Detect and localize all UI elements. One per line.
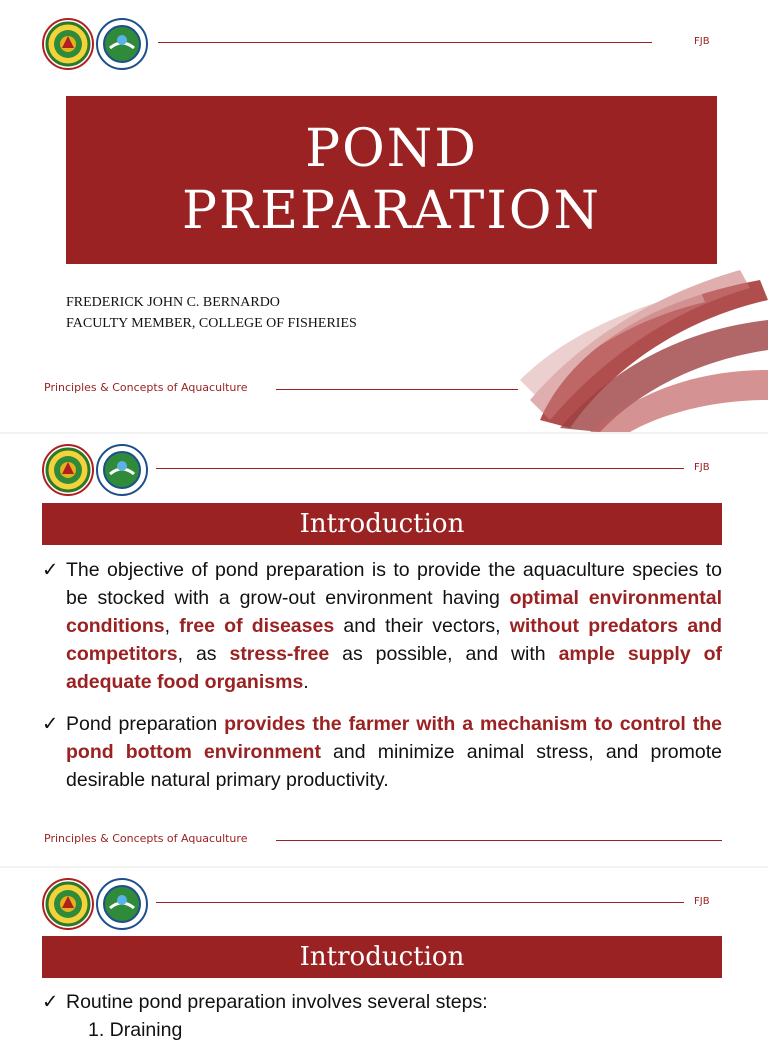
slide-title: [0, 0, 768, 432]
section-heading: Introduction: [42, 936, 722, 978]
title-line-2: PREPARATION: [181, 181, 602, 241]
author-role: FACULTY MEMBER, COLLEGE OF FISHERIES: [66, 316, 357, 331]
header-initials: FJB: [694, 462, 710, 473]
footer-course: Principles & Concepts of Aquaculture: [44, 381, 248, 394]
header-rule: [156, 902, 684, 903]
checkmark-icon: ✓: [42, 991, 59, 1013]
section-heading: Introduction: [42, 503, 722, 545]
footer-rule: [276, 840, 722, 841]
header-rule: [158, 42, 652, 43]
university-seal-icon: [42, 444, 94, 496]
college-of-fisheries-seal-icon: [96, 878, 148, 930]
footer-course: Principles & Concepts of Aquaculture: [44, 832, 248, 845]
bullet-routine-steps: ✓ Routine pond preparation involves several steps:: [42, 988, 722, 1016]
highlight-control-bottom: provides the farmer with a mechanism to control the pond bottom environment: [66, 713, 722, 763]
slide-body: [42, 556, 722, 808]
brush-stroke-decoration: [500, 260, 768, 432]
title-banner: [66, 96, 717, 264]
slide-introduction-1: [0, 434, 768, 866]
college-of-fisheries-seal-icon: [96, 444, 148, 496]
checkmark-icon: ✓: [42, 713, 59, 735]
bullet-objective: ✓ The objective of pond preparation is to provide the aquaculture species to be stocked with a grow-out environment having optimal environmental conditions, free of diseases and their vectors, without predators and competitors, as stress-free as possible, and with ample supply of adequate food organisms.: [42, 556, 722, 696]
college-of-fisheries-seal-icon: [96, 18, 148, 70]
title-line-1: POND: [305, 119, 478, 179]
header-initials: FJB: [694, 36, 710, 47]
highlight-optimal-conditions: optimal environmental conditions: [66, 587, 722, 637]
highlight-stress-free: stress-free: [229, 643, 330, 665]
checkmark-icon: ✓: [42, 559, 59, 581]
author-block: [66, 292, 357, 334]
university-seal-icon: [42, 18, 94, 70]
highlight-food-organisms: ample supply of adequate food organisms: [66, 643, 722, 693]
footer-rule: [276, 389, 518, 390]
header-rule: [156, 468, 684, 469]
slide-introduction-2: [0, 868, 768, 1041]
sub-item-draining: 1. Draining: [88, 1019, 183, 1041]
highlight-free-of-diseases: free of diseases: [179, 615, 335, 637]
slide-body: [42, 988, 722, 1044]
author-name: FREDERICK JOHN C. BERNARDO: [66, 295, 280, 310]
header-initials: FJB: [694, 896, 710, 907]
bullet-mechanism: ✓ Pond preparation provides the farmer with a mechanism to control the pond bottom environment and minimize animal stress, and promote desirable natural primary productivity.: [42, 710, 722, 794]
university-seal-icon: [42, 878, 94, 930]
highlight-without-predators: without predators and competitors: [66, 615, 722, 665]
